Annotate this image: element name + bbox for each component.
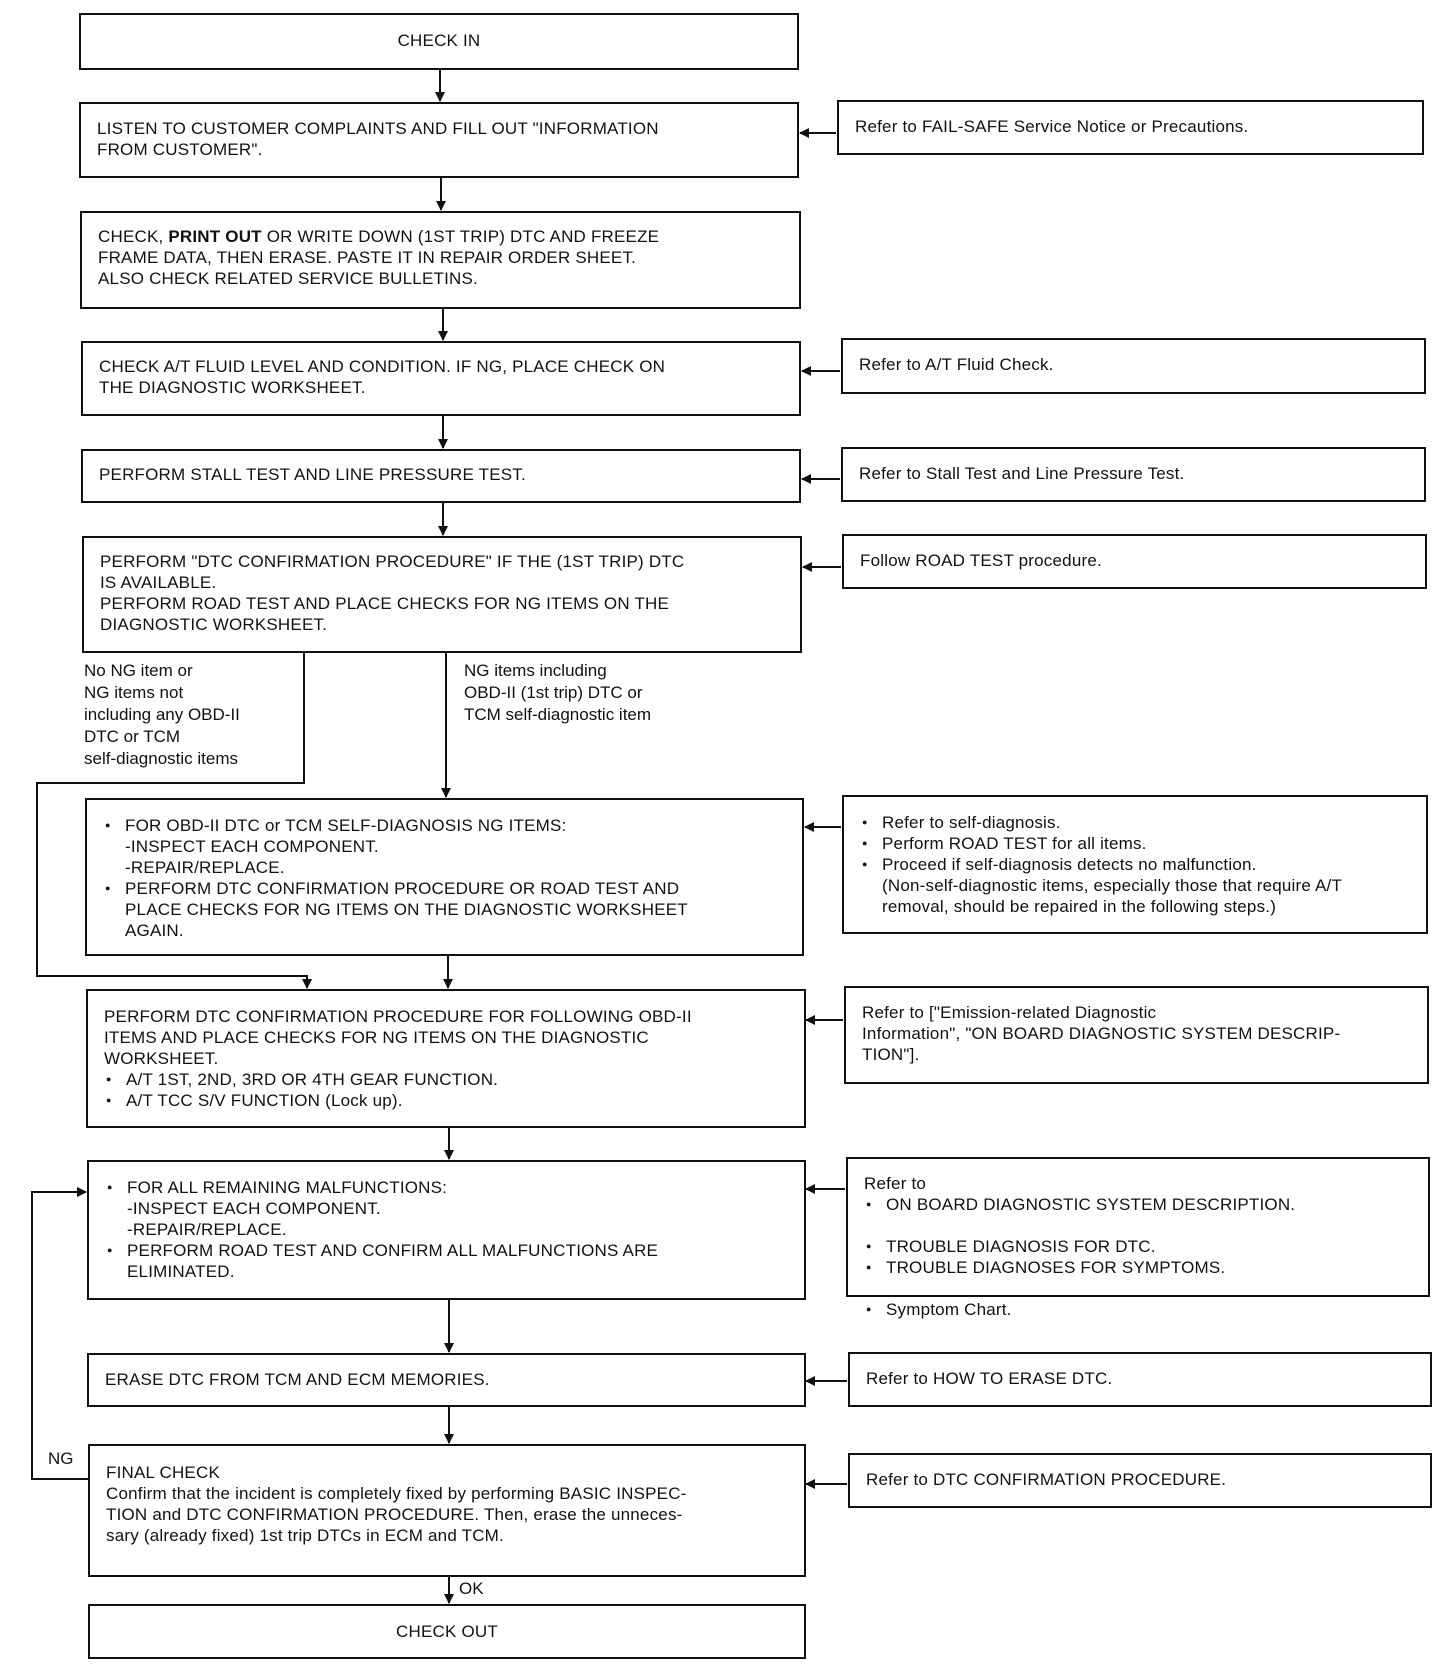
node-obd-line-6: AGAIN. — [125, 921, 184, 940]
node-remaining-line-2: -INSPECT EACH COMPONENT. — [127, 1199, 381, 1218]
label-ok: OK — [459, 1579, 484, 1598]
node-final-line-3: TION and DTC CONFIRMATION PROCEDURE. Then, erase the unneces- — [106, 1505, 683, 1524]
node-remaining-line-4: ● PERFORM ROAD TEST AND CONFIRM ALL MALFUNCTIONS ARE — [127, 1240, 658, 1261]
ref-emission-line-1: Refer to ["Emission-related Diagnostic — [862, 1003, 1157, 1022]
node-print-out-line-3: ALSO CHECK RELATED SERVICE BULLETINS. — [98, 269, 478, 288]
label-no-ng-line-1: No NG item or — [84, 661, 193, 680]
ref-refer-list-spacer-1 — [864, 1215, 1295, 1236]
node-erase-text: ERASE DTC FROM TCM AND ECM MEMORIES. — [105, 1370, 490, 1389]
label-ng-items-line-2: OBD-II (1st trip) DTC or — [464, 683, 643, 702]
ref-failsafe-text: Refer to FAIL-SAFE Service Notice or Precautions. — [855, 117, 1249, 136]
ref-refer-list-line-4: ● TROUBLE DIAGNOSES FOR SYMPTOMS. — [886, 1257, 1295, 1278]
ref-emission — [844, 986, 1429, 1084]
ref-refer-list-line-5: ● Symptom Chart. — [886, 1299, 1295, 1320]
label-no-ng-line-4: DTC or TCM — [84, 727, 181, 746]
label-no-ng-line-3: including any OBD-II — [84, 705, 240, 724]
ref-self-diag-line-3: ● Proceed if self-diagnosis detects no malfunction. — [882, 854, 1342, 875]
node-obd-ng-items — [85, 798, 804, 956]
ref-refer-list-line-2: ● ON BOARD DIAGNOSTIC SYSTEM DESCRIPTION. — [886, 1194, 1295, 1215]
node-remaining-line-1: ● FOR ALL REMAINING MALFUNCTIONS: — [127, 1177, 658, 1198]
node-final-text — [106, 1462, 687, 1546]
node-following-line-3: WORKSHEET. — [104, 1049, 219, 1068]
node-check-out-text: CHECK OUT — [396, 1622, 498, 1641]
ref-self-diag-text — [882, 812, 1342, 917]
node-fluid-check — [81, 341, 801, 416]
label-ng-items-line-3: TCM self-diagnostic item — [464, 705, 652, 724]
node-dtc-line-1: PERFORM "DTC CONFIRMATION PROCEDURE" IF THE (1ST TRIP) DTC — [100, 552, 685, 571]
node-following-line-5: ● A/T TCC S/V FUNCTION (Lock up). — [126, 1090, 692, 1111]
ref-dtc-proc-text: Refer to DTC CONFIRMATION PROCEDURE. — [866, 1470, 1227, 1489]
ref-fluid-text: Refer to A/T Fluid Check. — [859, 355, 1054, 374]
node-listen-line-1: LISTEN TO CUSTOMER COMPLAINTS AND FILL OUT "INFORMATION — [97, 119, 659, 138]
ref-self-diagnosis — [842, 795, 1428, 934]
node-fluid-line-1: CHECK A/T FLUID LEVEL AND CONDITION. IF NG, PLACE CHECK ON — [99, 357, 666, 376]
ref-road-text: Follow ROAD TEST procedure. — [860, 551, 1102, 570]
arrow-ng-loop — [32, 1192, 88, 1479]
ref-how-to-erase — [848, 1352, 1432, 1407]
node-final-line-1: FINAL CHECK — [106, 1463, 220, 1482]
node-obd-line-2: -INSPECT EACH COMPONENT. — [125, 837, 379, 856]
node-following-items — [86, 989, 806, 1128]
node-obd-ng-text — [125, 815, 688, 941]
ref-self-diag-line-2: ● Perform ROAD TEST for all items. — [882, 833, 1342, 854]
ref-stall-test — [841, 447, 1426, 502]
node-following-text — [104, 1006, 692, 1111]
ref-failsafe — [837, 100, 1424, 155]
node-remaining-line-5: ELIMINATED. — [127, 1262, 235, 1281]
node-check-out — [88, 1604, 806, 1659]
node-final-line-4: sary (already fixed) 1st trip DTCs in ECM and TCM. — [106, 1526, 504, 1545]
node-remaining-line-3: -REPAIR/REPLACE. — [127, 1220, 287, 1239]
ref-self-diag-line-5: removal, should be repaired in the following steps.) — [882, 897, 1277, 916]
node-dtc-line-4: DIAGNOSTIC WORKSHEET. — [100, 615, 328, 634]
node-remaining-malfunctions — [87, 1160, 806, 1300]
node-fluid-check-text — [99, 356, 665, 398]
node-obd-line-5: PLACE CHECKS FOR NG ITEMS ON THE DIAGNOSTIC WORKSHEET — [125, 900, 688, 919]
ref-emission-line-3: TION"]. — [862, 1045, 920, 1064]
node-fluid-line-2: THE DIAGNOSTIC WORKSHEET. — [99, 378, 366, 397]
ref-self-diag-line-4: (Non-self-diagnostic items, especially those that require A/T — [882, 876, 1343, 895]
node-stall-test-text: PERFORM STALL TEST AND LINE PRESSURE TEST. — [99, 465, 526, 484]
node-final-check — [88, 1444, 806, 1577]
node-dtc-line-3: PERFORM ROAD TEST AND PLACE CHECKS FOR NG ITEMS ON THE — [100, 594, 670, 613]
print-bold: PRINT OUT — [168, 227, 262, 246]
node-obd-line-3: -REPAIR/REPLACE. — [125, 858, 285, 877]
node-listen-line-2: FROM CUSTOMER". — [97, 140, 263, 159]
label-no-ng-line-5: self-diagnostic items — [84, 749, 239, 768]
node-following-line-1: PERFORM DTC CONFIRMATION PROCEDURE FOR FOLLOWING OBD-II — [104, 1007, 692, 1026]
ref-self-diag-line-1: ● Refer to self-diagnosis. — [882, 812, 1342, 833]
node-print-out-text — [98, 226, 659, 289]
label-no-ng — [84, 660, 240, 770]
node-dtc-line-2: IS AVAILABLE. — [100, 573, 217, 592]
ref-road-test — [842, 534, 1427, 589]
node-stall-test — [81, 449, 801, 503]
print-post: OR WRITE DOWN (1ST TRIP) DTC AND FREEZE — [261, 227, 660, 246]
print-pre: CHECK, — [98, 227, 169, 246]
label-no-ng-line-2: NG items not — [84, 683, 184, 702]
label-ng-items — [464, 660, 651, 726]
label-ng-items-line-1: NG items including — [464, 661, 607, 680]
label-ng-loop: NG — [48, 1449, 74, 1468]
node-listen-text — [97, 118, 659, 160]
node-check-in — [79, 13, 799, 70]
ref-dtc-procedure — [848, 1453, 1432, 1508]
node-dtc-confirm-text — [100, 551, 684, 635]
node-obd-line-1: ● FOR OBD-II DTC or TCM SELF-DIAGNOSIS NG ITEMS: — [125, 815, 688, 836]
ref-stall-text: Refer to Stall Test and Line Pressure Test. — [859, 464, 1185, 483]
node-final-line-2: Confirm that the incident is completely fixed by performing BASIC INSPEC- — [106, 1484, 687, 1503]
ref-refer-list-spacer-2 — [864, 1278, 1295, 1299]
node-print-out — [80, 211, 801, 309]
ref-how-erase-text: Refer to HOW TO ERASE DTC. — [866, 1369, 1113, 1388]
ref-refer-list-line-1: Refer to — [864, 1174, 927, 1193]
node-dtc-confirm — [82, 536, 802, 653]
node-obd-line-4: ● PERFORM DTC CONFIRMATION PROCEDURE OR ROAD TEST AND — [125, 878, 688, 899]
node-print-out-line-1 — [98, 226, 659, 247]
node-remaining-text — [127, 1177, 658, 1282]
ref-emission-line-2: Information", "ON BOARD DIAGNOSTIC SYSTEM DESCRIP- — [862, 1024, 1341, 1043]
ref-refer-list-line-3: ● TROUBLE DIAGNOSIS FOR DTC. — [886, 1236, 1295, 1257]
node-check-in-text: CHECK IN — [397, 31, 481, 50]
node-following-line-2: ITEMS AND PLACE CHECKS FOR NG ITEMS ON THE DIAGNOSTIC — [104, 1028, 649, 1047]
node-following-line-4: ● A/T 1ST, 2ND, 3RD OR 4TH GEAR FUNCTION. — [126, 1069, 692, 1090]
node-print-out-line-2: FRAME DATA, THEN ERASE. PASTE IT IN REPAIR ORDER SHEET. — [98, 248, 637, 267]
ref-refer-list-text — [864, 1173, 1295, 1320]
ref-emission-text — [862, 1002, 1340, 1065]
ref-fluid-check — [841, 338, 1426, 394]
node-listen — [79, 102, 799, 178]
ref-refer-list — [846, 1157, 1430, 1319]
node-erase-dtc — [87, 1353, 806, 1407]
